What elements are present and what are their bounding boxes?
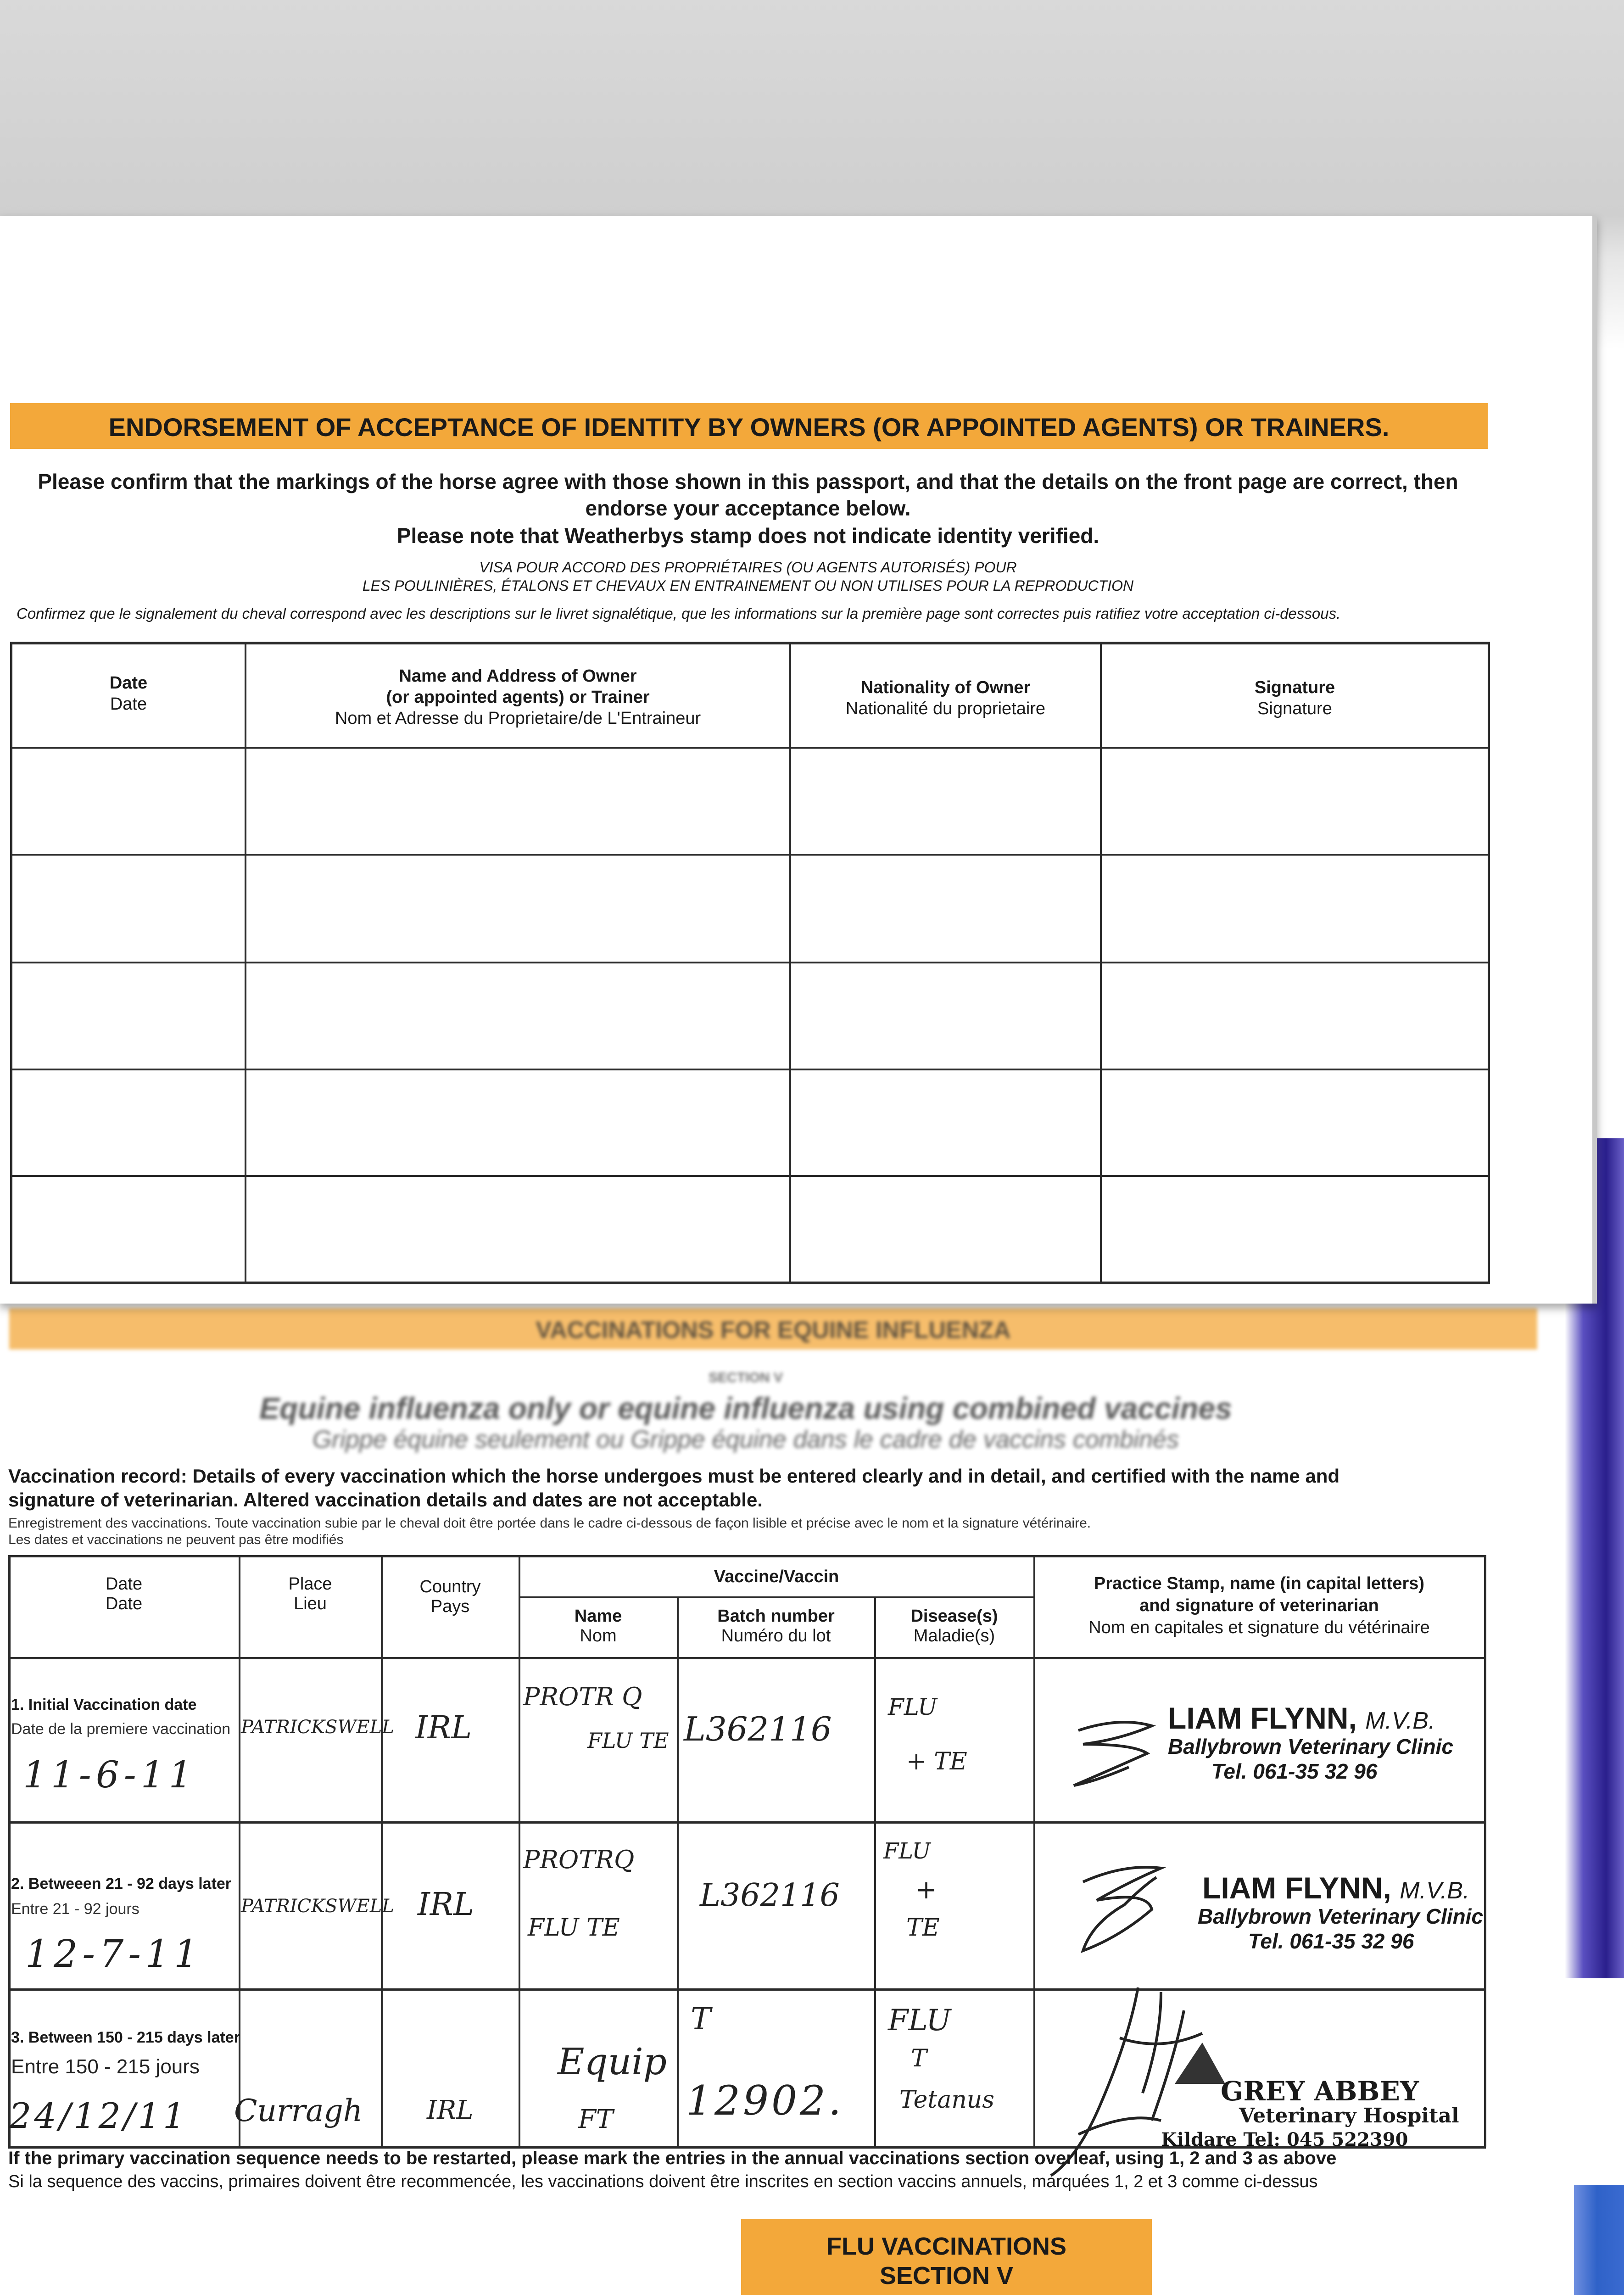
vtable-line: [8, 1555, 11, 2147]
eheader-name-en1: Name and Address of Owner: [399, 666, 637, 686]
eheader-date-fr: Date: [110, 694, 147, 714]
eheader-name-fr: Nom et Adresse du Proprietaire/de L'Entraineur: [335, 709, 701, 728]
row2-vaccine-name1: PROTRQ: [523, 1845, 635, 1874]
row1-date: 11-6-11: [23, 1753, 197, 1796]
row3-batch1: T: [691, 2001, 711, 2037]
row2-vet-title: M.V.B.: [1400, 1877, 1470, 1904]
instruction-line2: endorse your acceptance below.: [585, 496, 911, 520]
row2-label-en: 2. Betweeen 21 - 92 days later: [11, 1875, 232, 1892]
row2-country: IRL: [418, 1886, 474, 1923]
etable-line: [245, 642, 246, 1284]
vtable-line: [1484, 1555, 1486, 2147]
etable-line: [10, 1282, 1490, 1284]
eheader-sig-fr: Signature: [1257, 699, 1332, 718]
vheader-date: [9, 1574, 239, 1614]
vheader-place-fr: Lieu: [294, 1594, 327, 1613]
row3-disease3: Tetanus: [899, 2086, 994, 2114]
vtable-line: [8, 1555, 1486, 1557]
restart-note-fr: Si la sequence des vaccins, primaires doivent être recommencée, les vaccinations doivent être inscrites en section vaccins annuels, marquées 1, 2 et 3 comme ci-dessus: [8, 2172, 1318, 2191]
vheader-country: [382, 1577, 519, 1617]
row3-stamp-line1: GREY ABBEY: [1221, 2076, 1419, 2107]
eheader-nationality: [791, 677, 1100, 719]
record-text-fr-line1: Enregistrement des vaccinations. Toute vaccination subie par le cheval doit être portée dans le cadre ci-dessous de façon lisible et précise avec le nom et la signature vétérinaire.: [8, 1516, 1091, 1531]
etable-line: [10, 642, 12, 1284]
row1-disease2: + TE: [906, 1748, 967, 1775]
row2-vet-name-text: LIAM FLYNN,: [1202, 1871, 1391, 1905]
vheader-disease-fr: Maladie(s): [913, 1626, 995, 1646]
row2-batch: L362116: [700, 1877, 840, 1914]
vtable-line: [874, 1596, 876, 2147]
row3-vaccine-name2: FT: [578, 2105, 614, 2134]
vheader-stamp-fr: Nom en capitales et signature du vétérinaire: [1088, 1618, 1430, 1637]
eheader-name-en2: (or appointed agents) or Trainer: [386, 688, 650, 707]
row3-disease1: FLU: [888, 2004, 951, 2038]
vheader-date-en: Date: [105, 1574, 143, 1594]
row1-vaccine-name1: PROTR Q: [523, 1682, 642, 1711]
row1-vet-tel: Tel. 061-35 32 96: [1211, 1759, 1378, 1783]
vheader-country-en: Country: [419, 1577, 481, 1596]
row3-batch: 12902.: [686, 2077, 844, 2124]
vheader-name-en: Name: [574, 1606, 622, 1626]
vheader-name: [519, 1606, 677, 1646]
etable-line: [1488, 642, 1490, 1284]
vheader-batch-fr: Numéro du lot: [721, 1626, 831, 1646]
row2-vet-clinic: Ballybrown Veterinary Clinic: [1198, 1904, 1484, 1928]
eheader-date-en: Date: [109, 673, 148, 693]
vaccination-subtitle-en: Equine influenza only or equine influenza using combined vaccines: [259, 1391, 1232, 1425]
row2-vet-signature: [1065, 1859, 1170, 1955]
vheader-batch-en: Batch number: [717, 1606, 835, 1626]
vtable-line: [8, 1988, 1486, 1991]
row3-stamp-line2: Veterinary Hospital: [1239, 2104, 1459, 2127]
vheader-disease-en: Disease(s): [910, 1606, 998, 1626]
vheader-date-fr: Date: [105, 1594, 143, 1613]
vheader-stamp: [1034, 1573, 1484, 1639]
vheader-name-fr: Nom: [580, 1626, 617, 1646]
row1-vet-signature: [1065, 1712, 1166, 1790]
vtable-line: [8, 1821, 1486, 1824]
vheader-stamp-en2: and signature of veterinarian: [1139, 1596, 1379, 1615]
flu-tab-line1: FLU VACCINATIONS: [826, 2233, 1066, 2260]
vheader-batch: [678, 1606, 874, 1646]
row2-disease1: FLU: [883, 1838, 931, 1864]
row3-label-fr: Entre 150 - 215 jours: [11, 2055, 200, 2078]
etable-line: [10, 1175, 1490, 1177]
row1-vet-title: M.V.B.: [1365, 1707, 1435, 1734]
row2-label-fr: Entre 21 - 92 jours: [11, 1900, 140, 1918]
row3-label-en: 3. Between 150 - 215 days later: [11, 2029, 240, 2046]
vheader-stamp-en1: Practice Stamp, name (in capital letters): [1094, 1574, 1425, 1593]
vtable-line: [381, 1555, 383, 2147]
vheader-disease: [875, 1606, 1033, 1646]
restart-note-en: If the primary vaccination sequence needs to be restarted, please mark the entries in the annual vaccinations section overleaf, using 1, 2 and 3 as above: [8, 2148, 1337, 2168]
endorsement-banner-text: ENDORSEMENT OF ACCEPTANCE OF IDENTITY BY OWNERS (OR APPOINTED AGENTS) OR TRAINERS.: [108, 413, 1390, 442]
blue-page-tab: [1574, 2185, 1624, 2295]
row1-label-en: 1. Initial Vaccination date: [11, 1696, 197, 1713]
section-label: SECTION V: [709, 1370, 783, 1385]
row1-label-fr: Date de la premiere vaccination: [11, 1720, 231, 1738]
etable-line: [10, 642, 1490, 644]
row1-disease1: FLU: [888, 1694, 938, 1720]
row2-vet-name: [1202, 1870, 1469, 1905]
row3-stamp-line3: Kildare Tel: 045 522390: [1161, 2129, 1408, 2150]
endorsement-page: [0, 216, 1597, 1304]
etable-line: [10, 1069, 1490, 1070]
row3-country: IRL: [427, 2095, 474, 2125]
record-text-line1: Vaccination record: Details of every vaccination which the horse undergoes must be entered clearly and in detail, and certified with the name and: [8, 1465, 1340, 1487]
fr-visa-line1: VISA POUR ACCORD DES PROPRIÉTAIRES (OU AGENTS AUTORISÉS) POUR: [479, 559, 1017, 576]
row1-place: PATRICKSWELL: [241, 1717, 394, 1738]
row1-vet-name: [1168, 1701, 1435, 1735]
vheader-place: [240, 1574, 381, 1614]
etable-line: [10, 747, 1490, 749]
vaccination-subtitle-fr: Grippe équine seulement ou Grippe équine dans le cadre de vaccins combinés: [312, 1426, 1179, 1453]
eheader-name: [246, 666, 789, 729]
etable-line: [10, 854, 1490, 856]
etable-line: [1100, 642, 1102, 1284]
eheader-nat-en: Nationality of Owner: [860, 678, 1031, 697]
row2-date: 12-7-11: [25, 1932, 203, 1976]
record-text-fr-line2: Les dates et vaccinations ne peuvent pas être modifiés: [8, 1532, 344, 1547]
etable-line: [10, 962, 1490, 963]
instruction-line1: Please confirm that the markings of the horse agree with those shown in this passport, and that the details on the front page are correct, then: [38, 470, 1458, 493]
row1-vet-clinic: Ballybrown Veterinary Clinic: [1168, 1735, 1454, 1758]
eheader-sig-en: Signature: [1254, 678, 1335, 697]
row2-vaccine-name2: FLU TE: [528, 1914, 620, 1942]
record-text-line2: signature of veterinarian. Altered vaccination details and dates are not acceptable.: [8, 1489, 763, 1511]
row3-place: Curragh: [234, 2093, 363, 2128]
eheader-nat-fr: Nationalité du proprietaire: [845, 699, 1046, 718]
eheader-date: [12, 672, 245, 715]
row1-batch: L362116: [684, 1710, 832, 1748]
row3-vaccine-name1: Equip: [558, 2040, 667, 2083]
weatherbys-note: Please note that Weatherbys stamp does not indicate identity verified.: [396, 524, 1099, 548]
vtable-line: [677, 1596, 679, 2147]
vheader-place-en: Place: [288, 1574, 332, 1594]
row2-disease3: TE: [906, 1914, 940, 1942]
etable-line: [789, 642, 791, 1284]
row2-disease2: +: [915, 1875, 937, 1905]
fr-visa-line2: LES POULINIÈRES, ÉTALONS ET CHEVAUX EN ENTRAINEMENT OU NON UTILISES POUR LA REPRODUCTION: [362, 577, 1134, 594]
vheader-country-fr: Pays: [430, 1597, 470, 1616]
vheader-vaccine: Vaccine/Vaccin: [714, 1567, 839, 1586]
row2-vet-tel: Tel. 061-35 32 96: [1248, 1929, 1414, 1953]
vtable-line: [239, 1555, 240, 2147]
flu-tab-line2: SECTION V: [879, 2262, 1014, 2289]
vtable-line: [519, 1596, 1035, 1598]
row1-vet-name-text: LIAM FLYNN,: [1168, 1701, 1357, 1735]
row1-vaccine-name2: FLU TE: [587, 1728, 669, 1753]
eheader-signature: [1102, 677, 1488, 719]
row2-place: PATRICKSWELL: [241, 1896, 394, 1917]
flu-section-tab-text: [741, 2232, 1152, 2290]
vtable-line: [8, 1657, 1486, 1659]
fr-confirm-line: Confirmez que le signalement du cheval correspond avec les descriptions sur le livret signalétique, que les informations sur la première page sont correctes puis ratifiez votre acceptation ci-dessous.: [17, 605, 1341, 622]
row1-country: IRL: [415, 1710, 472, 1746]
row3-disease2: T: [911, 2045, 927, 2072]
vaccination-banner-text: VACCINATIONS FOR EQUINE INFLUENZA: [536, 1317, 1011, 1343]
row3-date: 24/12/11: [9, 2095, 188, 2136]
